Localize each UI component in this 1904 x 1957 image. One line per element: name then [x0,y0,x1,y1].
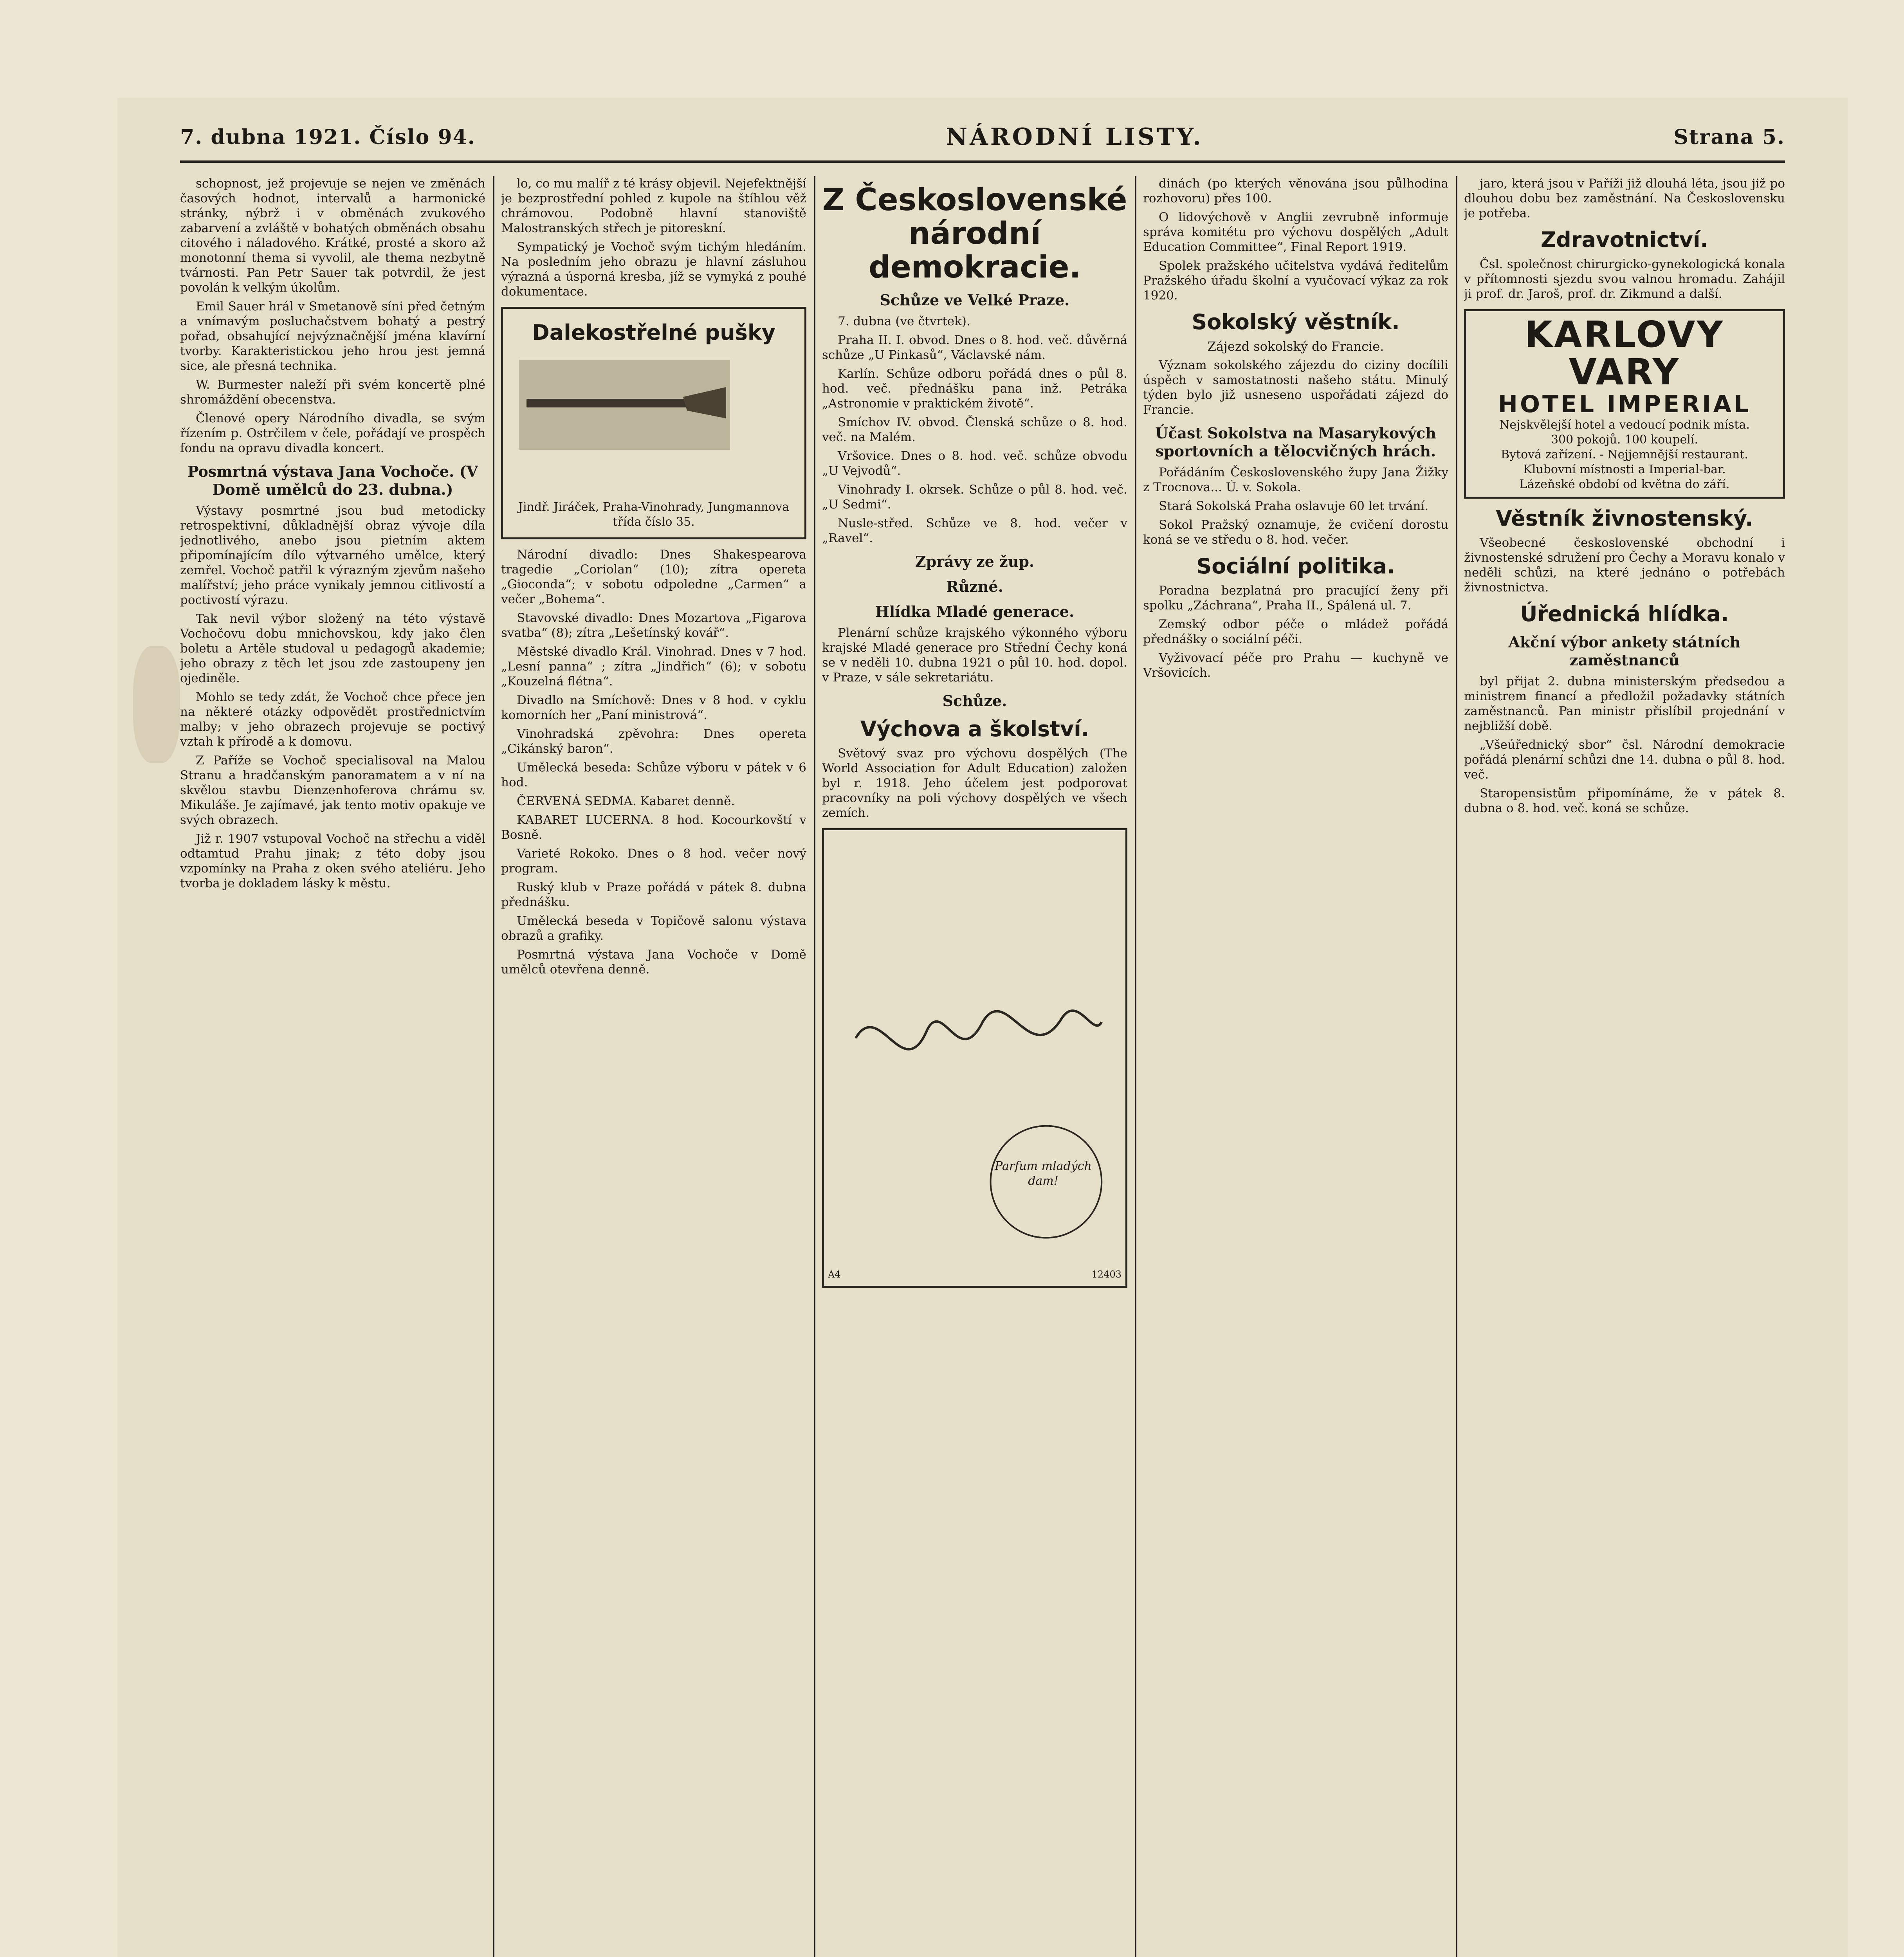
theatre-item: Varieté Rokoko. Dnes o 8 hod. večer nový program. [501,847,806,876]
column-rule [493,176,494,1957]
paragraph: Sokol Pražský oznamuje, že cvičení dorostu koná se ve středu o 8. hod. večer. [1143,518,1448,547]
column-rule [1456,176,1457,1957]
ad-code: A4 [828,1269,841,1280]
paragraph: Praha II. I. obvod. Dnes o 8. hod. več. důvěrná schůze „U Pinkasů“, Václavské nám. [822,333,1127,362]
theatre-item: Stavovské divadlo: Dnes Mozartova „Figarova svatba“ (8); zítra „Lešetínský kovář“. [501,611,806,640]
paragraph: Staropensistům připomínáme, že v pátek 8. dubna o 8. hod. več. koná se schůze. [1464,786,1785,815]
paragraph: Tak nevil výbor složený na této výstavě Vochočovu dobu mnichovskou, kdy jako člen boletu a Artěle studoval u pedagogů akademie; jeho obrazy z těch let jsou zde zastoupeny jen ojediněle. [180,612,485,685]
paragraph: lo, co mu malíř z té krásy objevil. Nejefektnější je bezprostřední pohled z kupole na štíhlou věž chrámovou. Podobně hlavní stanoviště Malostranských střech je pitoreskní. [501,177,806,235]
hotel-line: Klubovní místnosti a Imperial-bar. [1523,463,1726,476]
theatre-item: Posmrtná výstava Jana Vochoče v Domě umělců otevřena denně. [501,948,806,977]
section-subheading: Akční výbor ankety státních zaměstnanců [1508,633,1741,669]
section-heading: Zprávy ze žup. [915,553,1035,570]
column-3 [822,176,1127,1957]
issue-date: 7. dubna 1921. Číslo 94. [180,125,476,149]
hotel-line: Lázeňské období od května do září. [1519,478,1730,491]
theatre-item: Ruský klub v Praze pořádá v pátek 8. dubna přednášku. [501,880,806,909]
paragraph: Karlín. Schůze odboru pořádá dnes o půl 8. hod. več. přednášku pana inž. Petráka „Astronomie v praktickém životě“. [822,367,1127,411]
paragraph: dinách (po kterých věnována jsou půlhodina rozhovoru) přes 100. [1143,177,1448,205]
section-heading: Sokolský věstník. [1192,310,1400,334]
column-1 [180,176,485,1957]
column-2 [501,176,806,1957]
hotel-advertisement [1464,309,1785,499]
theatre-item: Umělecká beseda v Topičově salonu výstava obrazů a grafiky. [501,914,806,943]
paragraph: byl přijat 2. dubna ministerským předsedou a ministrem financí a předložil požadavky státních zaměstnanců. Pan ministr přislíbil projednání v nejbližší době. [1464,674,1785,733]
page-stain [133,646,180,763]
paragraph: Pořádáním Československého župy Jana Žižky z Trocnova... Ú. v. Sokola. [1143,465,1448,494]
hotel-line: Bytová zařízení. - Nejjemnější restaurant. [1501,448,1748,461]
section-subheading: Schůze ve Velké Praze. [880,291,1070,309]
theatre-item: Divadlo na Smíchově: Dnes v 8 hod. v cyklu komorních her „Paní ministrová“. [501,693,806,722]
column-rule [1135,176,1136,1957]
perfume-caption: Parfum mladých dam! [995,1159,1092,1188]
paragraph: Mohlo se tedy zdát, že Vochoč chce přece jen na některé otázky odpovědět prostřednictvím malby; v jeho obrazech projevuje se poctivý vztah k přírodě a k domovu. [180,690,485,749]
masthead: NÁRODNÍ LISTY. [946,123,1203,151]
theatre-item: Vinohradská zpěvohra: Dnes opereta „Cikánský baron“. [501,727,806,756]
rifle-advertisement [501,307,806,539]
paragraph: jaro, která jsou v Paříži již dlouhá léta, jsou již po dlouhou dobu bez zaměstnání. Na Československu je potřeba. [1464,177,1785,220]
section-heading: Sociální politika. [1196,554,1395,578]
rifle-illustration [519,360,730,450]
section-heading: Schůze. [942,692,1007,710]
paragraph: schopnost, jež projevuje se nejen ve změnách časových hodnot, intervalů a harmonické stránky, nýbrž i v obměnách zvukového zabarvení a zvláště v bohatých obměnách obsahu citového i náladového. Krátké, prosté a skoro až monotonní thema si vyvolil, ale thema nezbytně tvárnosti. Pan Petr Sauer tak potvrdil, že jest povolán k velkým úkolům. [180,177,485,295]
paragraph: Všeobecné československé obchodní i živnostenské sdružení pro Čechy a Moravu konalo v neděli schůzi, na které jednáno o potřebách živnostnictva. [1464,536,1785,595]
paragraph: Čsl. společnost chirurgicko-gynekologická konala v přítomnosti sjezdu svou valnou hromadu. Zahájil ji prof. dr. Jaroš, prof. dr. Zikmund a další. [1464,257,1785,301]
paragraph: Světový svaz pro výchovu dospělých (The World Association for Adult Education) založen byl r. 1918. Jeho účelem jest podporovat pracovníky na poli výchovy dospělých ve všech zemích. [822,746,1127,820]
paragraph: Plenární schůze krajského výkonného výboru krajské Mladé generace pro Střední Čechy koná se v neděli 10. dubna 1921 o půl 10. hod. dopol. v Praze, v sále sekretariátu. [822,626,1127,685]
section-heading: Různé. [946,578,1003,595]
section-heading: Zdravotnictví. [1541,227,1708,252]
paragraph: Smíchov IV. obvod. Členská schůze o 8. hod. več. na Malém. [822,415,1127,444]
section-heading: Věstník živnostenský. [1496,506,1753,531]
signature-illustration [824,830,1125,1286]
paragraph: Nusle-střed. Schůze ve 8. hod. večer v „Ravel“. [822,516,1127,545]
ad-title: Dalekostřelné pušky [532,320,775,345]
theatre-item: Národní divadlo: Dnes Shakespearova tragedie „Coriolan“ (10); zítra opereta „Gioconda“; v sobotu odpoledne „Carmen“ a večer „Bohema“. [501,548,806,606]
columns [180,176,1785,1957]
column-rule [814,176,815,1957]
paragraph: Zemský odbor péče o mládež pořádá přednášky o sociální péči. [1143,617,1448,646]
paragraph: Spolek pražského učitelstva vydává ředitelům Pražského úřadu školní a vyučovací výkaz za rok 1920. [1143,259,1448,303]
hotel-name: HOTEL IMPERIAL [1498,391,1751,418]
paragraph: O lidovýchově v Anglii zevrubně informuje správa komitétu pro výchovu dospělých „Adult Education Committee“, Final Report 1919. [1143,210,1448,254]
theatre-item: ČERVENÁ SEDMA. Kabaret denně. [517,794,735,808]
column-5 [1464,176,1785,1957]
paragraph: W. Burmester naleží při svém koncertě plné shromáždění obecenstva. [180,378,485,407]
perfume-advertisement [822,828,1127,1288]
page-header [180,114,1785,163]
theatre-item: KABARET LUCERNA. 8 hod. Kocourkovští v Bosně. [501,813,806,842]
paragraph: Stará Sokolská Praha oslavuje 60 let trvání. [1159,499,1429,513]
section-heading: Výchova a školství. [860,717,1089,741]
theatre-item: Městské divadlo Král. Vinohrad. Dnes v 7 hod. „Lesní panna“ ; zítra „Jindřich“ (6); v sobotu „Kouzelná flétna“. [501,645,806,688]
section-subheading: Účast Sokolstva na Masarykových sportovních a tělocvičných hrách. [1155,424,1436,460]
section-subheading: Zájezd sokolský do Francie. [1207,339,1384,354]
paragraph: Členové opery Národního divadla, se svým řízením p. Ostrčilem v čele, pořádají ve prospěch fondu na opravu divadla koncert. [180,411,485,455]
section-heading: Úřednická hlídka. [1520,602,1729,626]
ad-code: 12403 [1091,1269,1121,1280]
section-heading: Hlídka Mladé generace. [875,603,1075,620]
hotel-line: 300 pokojů. 100 koupelí. [1551,433,1698,447]
hotel-city: KARLOVY VARY [1524,314,1725,393]
paragraph: Již r. 1907 vstupoval Vochoč na střechu a viděl odtamtud Prahu jinak; z této doby jsou vzpomínky na Praha z oken svého ateliéru. Jeho tvorba je dokladem lásky k městu. [180,832,485,890]
section-heading: Z Československé národní demokracie. [822,182,1127,285]
paragraph: Výstavy posmrtné jsou bud metodicky retrospektivní, důkladnější obraz vývoje díla jednotlivého, anebo jsou pietním aktem připomínajícím dílo výtvarného umělce, který zemřel. Vochoč patřil k výrazným zjevům našeho malířství; jeho práce vynikaly jemnou citlivostí a poctivostí výrazu. [180,504,485,607]
newspaper-page [117,98,1848,1957]
theatre-item: Umělecká beseda: Schůze výboru v pátek v 6 hod. [501,760,806,789]
hotel-line: Nejskvělejší hotel a vedoucí podnik místa. [1499,418,1750,432]
paragraph: „Všeúřednický sbor“ čsl. Národní demokracie pořádá plenární schůzi dne 14. dubna o půl 8. hod. več. [1464,738,1785,782]
paragraph: Poradna bezplatná pro pracující ženy při spolku „Záchrana“, Praha II., Spálená ul. 7. [1143,584,1448,613]
paragraph: Vyživovací péče pro Prahu — kuchyně ve Vršovicích. [1143,651,1448,680]
column-4 [1143,176,1448,1957]
paragraph: Emil Sauer hrál v Smetanově síni před četným a vnímavým posluchačstvem bohatý a pestrý pořad, obsahující nejvýznačnější jména klavírní tvorby. Karakteristickou jeho hrou jest jemná sice, ale přesná technika. [180,299,485,373]
paragraph: Vršovice. Dnes o 8. hod. več. schůze obvodu „U Vejvodů“. [822,449,1127,478]
exhibition-heading: Posmrtná výstava Jana Vochoče. (V Domě umělců do 23. dubna.) [188,463,478,498]
paragraph: Význam sokolského zájezdu do ciziny docílili úspěch v samostatnosti našeho státu. Minulý týden bylo již usneseno uspořádati zájezd do Francie. [1143,358,1448,417]
paragraph: Vinohrady I. okrsek. Schůze o půl 8. hod. več. „U Sedmi“. [822,483,1127,512]
page-number: Strana 5. [1673,125,1785,149]
ad-address: Jindř. Jiráček, Praha-Vinohrady, Jungmannova třída číslo 35. [518,500,790,529]
paragraph: Z Paříže se Vochoč specialisoval na Malou Stranu a hradčanským panoramatem a v ní na skvělou stavbu Dienzenhoferova chrámu sv. Mikuláše. Je zajímavé, jak tento motiv opakuje ve svých obrazech. [180,753,485,827]
paragraph: 7. dubna (ve čtvrtek). [838,314,970,328]
paragraph: Sympatický je Vochoč svým tichým hledáním. Na posledním jeho obrazu je hlavní zásluhou výrazná a úsporná kresba, jíž se vymyká z pouhé dokumentace. [501,240,806,299]
